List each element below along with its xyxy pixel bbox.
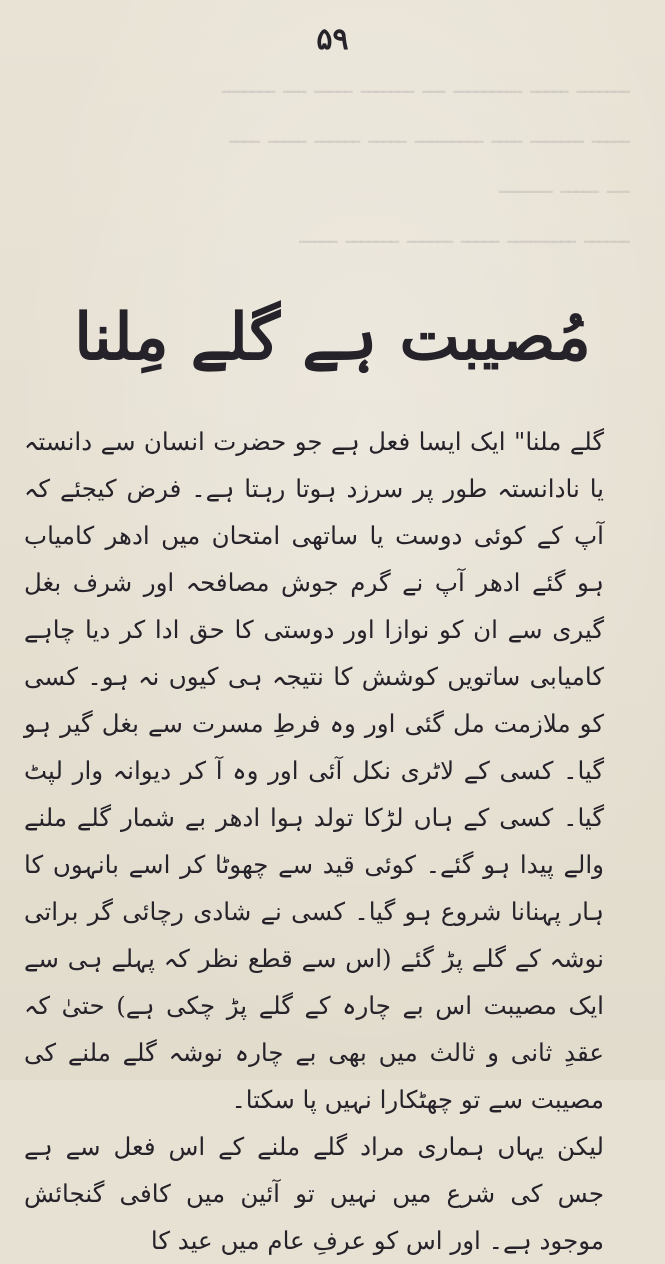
bleed-through-texture: ـــــــ ـــــ ـــــــــ ـــ ـــــــ ـــــ ـــ ـــــــ ـــــ ـــــــ ــــ ـــــــــ ـــــ ــــــ ـــــ ــــ ـــ ـــــ ـــــــ ــــــ ـــــــــ ـــــ ــــــ ـــــــ ـــــ	[221, 70, 630, 250]
body-text	[24, 418, 644, 1264]
page-number: ۵۹	[316, 22, 349, 57]
chapter-title: مُصیبت ہے گلے مِلنا	[74, 299, 591, 375]
paragraph: گلے ملنا" ایک ایسا فعل ہے جو حضرت انسان سے دانستہ یا نادانستہ طور پر سرزد ہوتا رہتا ہے۔ فرض کیجئے کہ آپ کے کوئی دوست یا ساتھی امتحان میں ادھر کامیاب ہو گئے ادھر آپ نے گرم جوش مصافحہ اور شرف بغل گیری سے ان کو نوازا اور دوستی کا حق ادا کر دیا چاہے کامیابی ساتویں کوشش کا نتیجہ ہی کیوں نہ ہو۔ کسی کو ملازمت مل گئی اور وہ فرطِ مسرت سے بغل گیر ہو گیا۔ کسی کے لاٹری نکل آئی اور وہ آ کر دیوانہ وار لپٹ گیا۔ کسی کے ہاں لڑکا تولد ہوا ادھر بے شمار گلے ملنے والے پیدا ہو گئے۔ کوئی قید سے چھوٹا کر اسے بانہوں کا ہار پہنانا شروع ہو گیا۔ کسی نے شادی رچائی گر براتی نوشہ کے گلے پڑ گئے (اس سے قطع نظر کہ پہلے ہی سے ایک مصیبت اس بے چارہ کے گلے پڑ چکی ہے) حتیٰ کہ عقدِ ثانی و ثالث میں بھی بے چارہ نوشہ گلے ملنے کی مصیبت سے تو چھٹکارا نہیں پا سکتا۔	[24, 427, 604, 1114]
paragraph: لیکن یہاں ہماری مراد گلے ملنے کے اس فعل سے ہے جس کی شرع میں نہیں تو آئین میں کافی گنجائش موجود ہے۔ اور اس کو عرفِ عام میں عید کا	[24, 1132, 604, 1255]
